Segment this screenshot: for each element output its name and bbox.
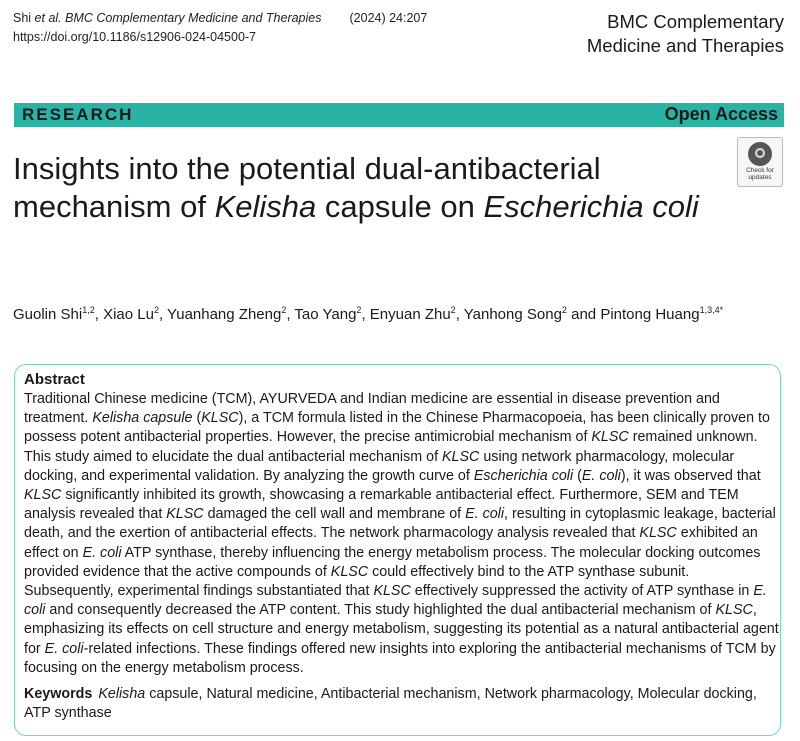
abstract-italic-term: Escherichia coli xyxy=(473,467,574,484)
author-affiliation: 1,2 xyxy=(82,305,95,315)
author-separator: and xyxy=(566,306,601,323)
author-affiliation: 2 xyxy=(153,305,159,315)
doi-link[interactable]: https://doi.org/10.1186/s12906-024-04500-7 xyxy=(13,30,257,44)
abstract-text xyxy=(24,390,779,678)
author-name[interactable]: Yuanhang Zheng xyxy=(167,306,282,323)
article-type-label: RESEARCH xyxy=(22,105,134,124)
abstract-italic-term: KLSC xyxy=(373,583,411,600)
author-separator: , xyxy=(158,306,168,323)
journal-name-line1: BMC Complementary xyxy=(607,11,784,32)
abstract-segment: Traditional Chinese medicine (TCM), AYURVEDA and Indian medicine are essential in disease prevention and treatment. xyxy=(24,391,720,427)
author-name[interactable]: Xiao Lu xyxy=(103,306,154,323)
abstract-segment: ), a TCM formula listed in the Chinese Pharmacopoeia, has been clinically proven to possess potent antibacterial properties. However, the precise antimicrobial mechanism of xyxy=(24,410,770,446)
abstract-segment: exhibited an effect on xyxy=(24,525,758,561)
abstract-segment: , resulting in cytoplasmic leakage, bacterial death, and the exertion of antibacterial effects. The network pharmacology analysis revealed that xyxy=(24,506,776,542)
author-affiliation: 2 xyxy=(450,305,456,315)
author-name[interactable]: Pintong Huang xyxy=(600,306,700,323)
check-updates-icon xyxy=(748,142,772,166)
title-italic1: Kelisha xyxy=(214,189,317,224)
abstract-italic-term: E. coli xyxy=(581,467,621,484)
abstract-italic-term: KLSC xyxy=(639,525,677,542)
keywords-list: capsule, Natural medicine, Antibacterial mechanism, Network pharmacology, Molecular docking, ATP synthase xyxy=(24,686,757,722)
abstract-heading: Abstract xyxy=(24,371,85,388)
author-separator: , xyxy=(361,306,370,323)
abstract-italic-term: KLSC xyxy=(330,563,369,580)
abstract-italic-term: KLSC xyxy=(591,429,629,446)
citation-volume: (2024) 24:207 xyxy=(349,11,428,25)
abstract-italic-term: E. coli xyxy=(44,640,84,657)
abstract-segment: could effectively bind to the ATP synthase subunit. Subsequently, experimental findings substantiated that xyxy=(24,563,690,600)
keywords-label: Keywords xyxy=(24,686,93,702)
author-name[interactable]: Yanhong Song xyxy=(463,306,562,323)
author-separator: , xyxy=(286,306,295,323)
abstract-segment: damaged the cell wall and membrane of xyxy=(203,506,466,523)
author-separator: , xyxy=(455,306,464,323)
title-part2: capsule on xyxy=(316,189,484,224)
open-access-label: Open Access xyxy=(664,104,778,124)
citation-journal: BMC Complementary Medicine and Therapies xyxy=(61,11,322,25)
abstract-segment: significantly inhibited its growth, showcasing a remarkable antibacterial effect. Furthermore, SEM and TEM analysis revealed that xyxy=(24,487,739,523)
abstract-segment: effectively suppressed the activity of ATP synthase in xyxy=(410,583,754,600)
abstract-italic-term: Kelisha capsule xyxy=(92,410,193,427)
keyword-italic: Kelisha xyxy=(98,686,146,702)
abstract-segment: using network pharmacology, molecular docking, and experimental validation. By analyzing the growth curve of xyxy=(24,448,735,484)
title-part1: Insights into the potential dual-antibacterial mechanism of xyxy=(13,151,601,224)
citation-etal: et al. xyxy=(34,11,62,25)
keywords xyxy=(24,685,774,723)
abstract-italic-term: KLSC xyxy=(166,506,204,523)
author-name[interactable]: Enyuan Zhu xyxy=(369,306,451,323)
citation-authors: Shi xyxy=(13,11,35,25)
author-list xyxy=(13,305,723,323)
abstract-italic-term: KLSC xyxy=(201,410,239,427)
abstract-italic-term: E. coli xyxy=(82,544,122,561)
author-affiliation: 1,3,4* xyxy=(699,305,724,315)
abstract-italic-term: KLSC xyxy=(24,487,62,504)
author-affiliation: 2 xyxy=(561,305,567,315)
citation-header xyxy=(13,9,427,47)
author-name[interactable]: Tao Yang xyxy=(294,306,357,323)
abstract-italic-term: E. coli xyxy=(24,583,767,619)
abstract-segment: , emphasizing its effects on cell structure and energy metabolism, suggesting its potential as a natural antibacterial agent for xyxy=(24,602,779,657)
badge-line1: Check for xyxy=(746,167,774,174)
abstract-segment: ( xyxy=(573,467,582,484)
article-type-band xyxy=(14,103,784,127)
abstract-segment: remained unknown. This study aimed to elucidate the dual antibacterial mechanism of xyxy=(24,429,758,465)
abstract-segment: ( xyxy=(192,410,202,427)
citation-line xyxy=(13,9,427,28)
author-name[interactable]: Guolin Shi xyxy=(13,306,83,323)
title-italic2: Escherichia coli xyxy=(483,189,699,224)
badge-line2: updates xyxy=(748,174,772,181)
journal-name xyxy=(524,10,784,58)
author-separator: , xyxy=(94,306,104,323)
author-affiliation: 2 xyxy=(356,305,362,315)
author-affiliation: 2 xyxy=(281,305,287,315)
abstract-italic-term: KLSC xyxy=(442,448,480,465)
abstract-segment: and consequently decreased the ATP content. This study highlighted the dual antibacterial mechanism of xyxy=(45,602,716,619)
abstract-segment: ATP synthase, thereby influencing the energy metabolism process. The molecular docking outcomes provided evidence that the active compounds of xyxy=(24,544,761,580)
check-for-updates-badge[interactable] xyxy=(737,137,783,187)
abstract-italic-term: KLSC xyxy=(715,602,753,619)
article-title xyxy=(13,150,713,226)
abstract-segment: ), it was observed that xyxy=(620,467,761,484)
abstract-segment: -related infections. These findings offered new insights into exploring the antibacterial mechanisms of TCM by focusing on the energy metabolism process. xyxy=(24,640,776,676)
journal-name-line2: Medicine and Therapies xyxy=(586,35,784,56)
abstract-italic-term: E. coli xyxy=(465,506,505,523)
